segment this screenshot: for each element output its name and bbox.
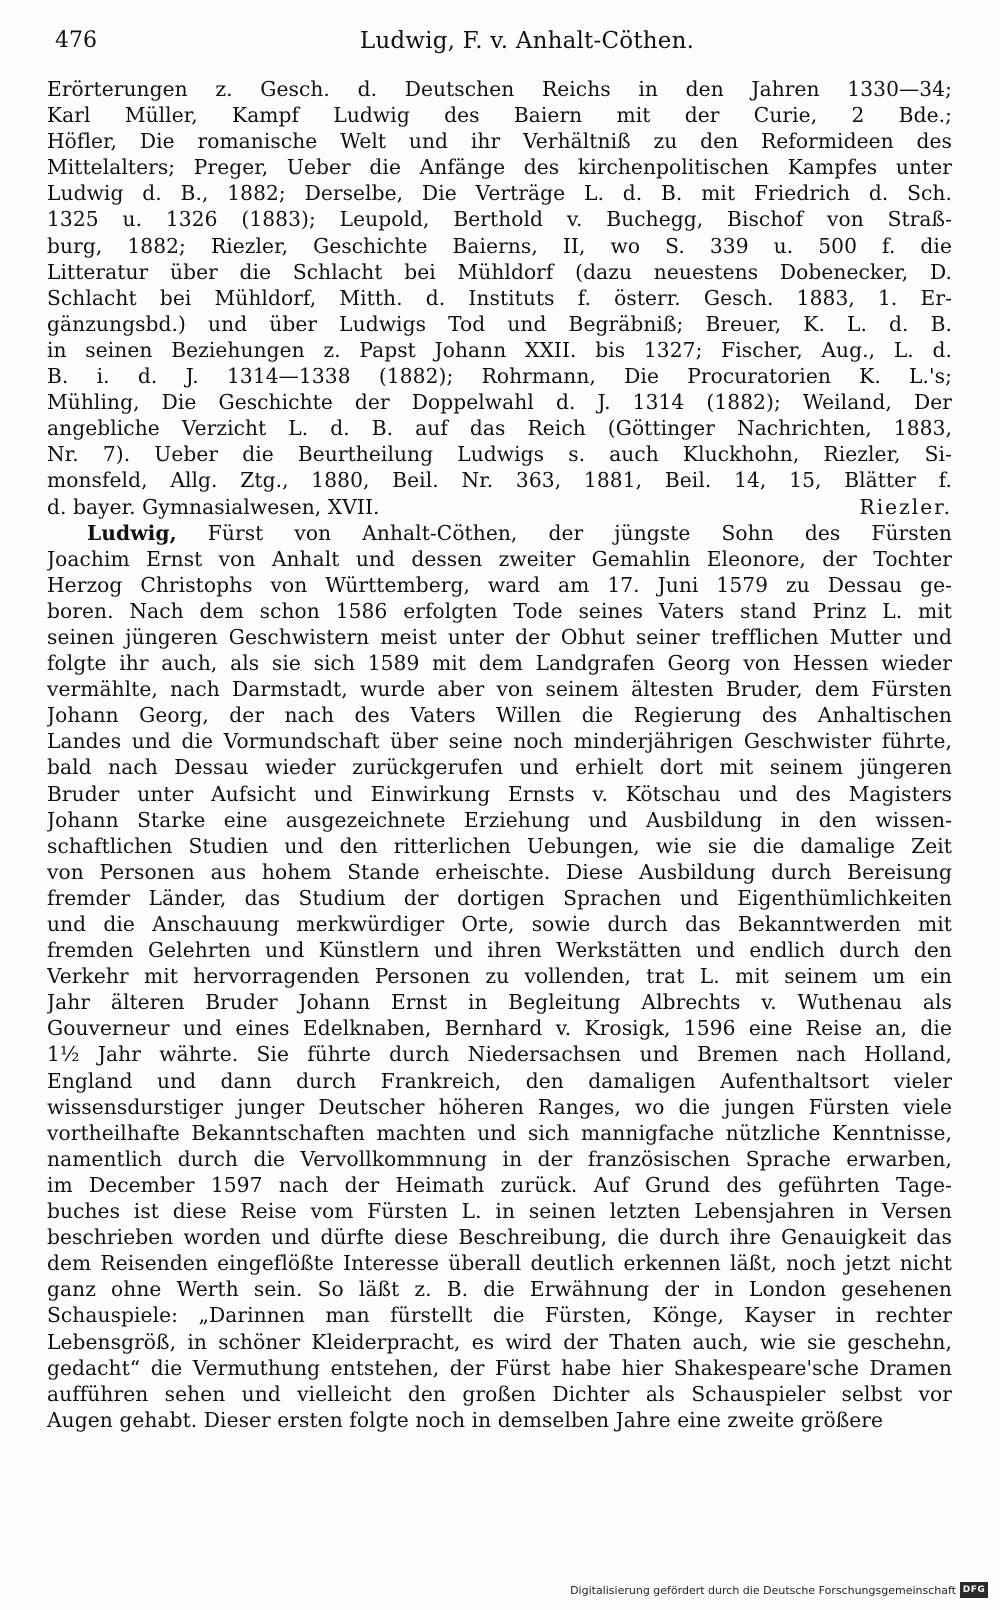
text-line: Johann Georg, der nach des Vaters Willen die Regierung des Anhaltischen	[47, 703, 952, 728]
text-line: Höfler, Die romanische Welt und ihr Verhältniß zu den Reformideen des	[47, 129, 952, 154]
text-line: Fürst von Anhalt-Cöthen, der jüngste Sohn des Fürsten	[207, 520, 952, 545]
text-line: boren. Nach dem schon 1586 erfolgten Tode seines Vaters stand Prinz L. mit	[47, 598, 952, 623]
text-line: buches ist diese Reise vom Fürsten L. in seinen letzten Lebensjahren in Versen	[47, 1199, 952, 1224]
text-line: monsfeld, Allg. Ztg., 1880, Beil. Nr. 363, 1881, Beil. 14, 15, Blätter f.	[47, 468, 952, 493]
footer-credit-text: Digitalisierung gefördert durch die Deutsche Forschungsgemeinschaft	[570, 1583, 956, 1597]
text-line: Mühling, Die Geschichte der Doppelwahl d. J. 1314 (1882); Weiland, Der	[47, 390, 952, 415]
text-line: Bruder unter Aufsicht und Einwirkung Ernsts v. Kötschau und des Magisters	[47, 781, 952, 806]
text-line: schaftlichen Studien und den ritterlichen Uebungen, wie sie die damalige Zeit	[47, 833, 952, 858]
text-line: angebliche Verzicht L. d. B. auf das Reich (Göttinger Nachrichten, 1883,	[47, 416, 952, 441]
body-text	[47, 76, 952, 1433]
digitization-footer	[570, 1578, 988, 1602]
text-line: Jahr älteren Bruder Johann Ernst in Begleitung Albrechts v. Wuthenau als	[47, 990, 952, 1015]
entry-headword: Ludwig,	[87, 520, 177, 545]
text-line: Lebensgröß, in schöner Kleiderpracht, es wird der Thaten auch, wie sie geschehn,	[47, 1329, 952, 1354]
entry-start-line	[47, 520, 952, 546]
text-line: Nr. 7). Ueber die Beurtheilung Ludwigs s. auch Kluckhohn, Riezler, Si-	[47, 442, 952, 467]
text-line: seinen jüngeren Geschwistern meist unter der Obhut seiner trefflichen Mutter und	[47, 624, 952, 649]
text-line: Augen gehabt. Dieser ersten folgte noch in demselben Jahre eine zweite größere	[47, 1407, 884, 1432]
text-line: Johann Starke eine ausgezeichnete Erziehung und Ausbildung in den wissen-	[47, 807, 952, 832]
text-line: Verkehr mit hervorragenden Personen zu vollenden, trat L. mit seinem um ein	[47, 964, 952, 989]
text-line: Mittelalters; Preger, Ueber die Anfänge des kirchenpolitischen Kampfes unter	[47, 155, 952, 180]
text-line: Joachim Ernst von Anhalt und dessen zweiter Gemahlin Eleonore, der Tochter	[47, 546, 952, 571]
text-line: Litteratur über die Schlacht bei Mühldorf (dazu neuestens Dobenecker, D.	[47, 259, 952, 284]
text-line: Schauspiele: „Darinnen man fürstellt die Fürsten, Könge, Kayser in rechter	[47, 1303, 952, 1328]
text-line: vermählte, nach Darmstadt, wurde aber von seinem ältesten Bruder, dem Fürsten	[47, 677, 952, 702]
text-line: Schlacht bei Mühldorf, Mitth. d. Instituts f. österr. Gesch. 1883, 1. Er-	[47, 285, 952, 310]
text-line: aufführen sehen und vielleicht den großen Dichter als Schauspieler selbst vor	[47, 1381, 952, 1406]
text-line: gedacht“ die Vermuthung entstehen, der Fürst habe hier Shakespeare'sche Dramen	[47, 1355, 952, 1380]
text-line: burg, 1882; Riezler, Geschichte Baierns, II, wo S. 339 u. 500 f. die	[47, 233, 952, 258]
text-line: folgte ihr auch, als sie sich 1589 mit dem Landgrafen Georg von Hessen wieder	[47, 651, 952, 676]
text-line: dem Reisenden eingeflößte Interesse überall deutlich erkennen läßt, noch jetzt nicht	[47, 1251, 952, 1276]
text-line: in seinen Beziehungen z. Papst Johann XXII. bis 1327; Fischer, Aug., L. d.	[47, 337, 952, 362]
text-line: fremden Gelehrten und Künstlern und ihren Werkstätten und endlich durch den	[47, 938, 952, 963]
text-line: im December 1597 nach der Heimath zurück. Auf Grund des geführten Tage-	[47, 1172, 952, 1197]
text-line: beschrieben worden und dürfte diese Beschreibung, die durch ihre Genauigkeit das	[47, 1225, 952, 1250]
text-line: Ludwig d. B., 1882; Derselbe, Die Verträge L. d. B. mit Friedrich d. Sch.	[47, 181, 952, 206]
text-line: gänzungsbd.) und über Ludwigs Tod und Begräbniß; Breuer, K. L. d. B.	[47, 311, 952, 336]
text-line: namentlich durch die Vervollkommnung in der französischen Sprache erwarben,	[47, 1146, 952, 1171]
page-number: 476	[55, 28, 97, 53]
dfg-logo-icon: DFG	[960, 1582, 988, 1598]
text-line: bald nach Dessau wieder zurückgerufen und erhielt dort mit seinem jüngeren	[47, 755, 952, 780]
text-line: England und dann durch Frankreich, den damaligen Aufenthaltsort vieler	[47, 1068, 952, 1093]
text-line: d. bayer. Gymnasialwesen, XVII.	[47, 494, 380, 519]
text-line: Erörterungen z. Gesch. d. Deutschen Reichs in den Jahren 1330—34;	[47, 77, 952, 101]
author-signature: Riezler.	[859, 494, 952, 519]
text-line: Karl Müller, Kampf Ludwig des Baiern mit der Curie, 2 Bde.;	[47, 103, 952, 128]
text-line: 1½ Jahr währte. Sie führte durch Niedersachsen und Bremen nach Holland,	[47, 1042, 952, 1067]
text-line: fremder Länder, das Studium der dortigen Sprachen und Eigenthümlichkeiten	[47, 885, 952, 910]
running-head: Ludwig, F. v. Anhalt-Cöthen.	[359, 28, 695, 54]
text-line: ganz ohne Werth sein. So läßt z. B. die Erwähnung der in London gesehenen	[47, 1277, 952, 1302]
text-line: und die Anschauung merkwürdiger Orte, sowie durch das Bekanntwerden mit	[47, 912, 952, 936]
text-line: 1325 u. 1326 (1883); Leupold, Berthold v. Buchegg, Bischof von Straß-	[47, 207, 952, 232]
text-line-last-with-signature	[47, 494, 952, 520]
text-line: Herzog Christophs von Württemberg, ward am 17. Juni 1579 zu Dessau ge-	[47, 572, 952, 597]
text-line: Landes und die Vormundschaft über seine noch minderjährigen Geschwister führte,	[47, 729, 952, 754]
text-line: Gouverneur und eines Edelknaben, Bernhard v. Krosigk, 1596 eine Reise an, die	[47, 1016, 952, 1041]
text-line: von Personen aus hohem Stande erheischte. Diese Ausbildung durch Bereisung	[47, 859, 952, 884]
text-line: vortheilhafte Bekanntschaften machten und sich mannigfache nützliche Kenntnisse,	[47, 1120, 952, 1145]
page-header	[47, 24, 952, 60]
text-line: wissensdurstiger junger Deutscher höheren Ranges, wo die jungen Fürsten viele	[47, 1094, 952, 1119]
text-line: B. i. d. J. 1314—1338 (1882); Rohrmann, Die Procuratorien K. L.'s;	[47, 364, 952, 389]
